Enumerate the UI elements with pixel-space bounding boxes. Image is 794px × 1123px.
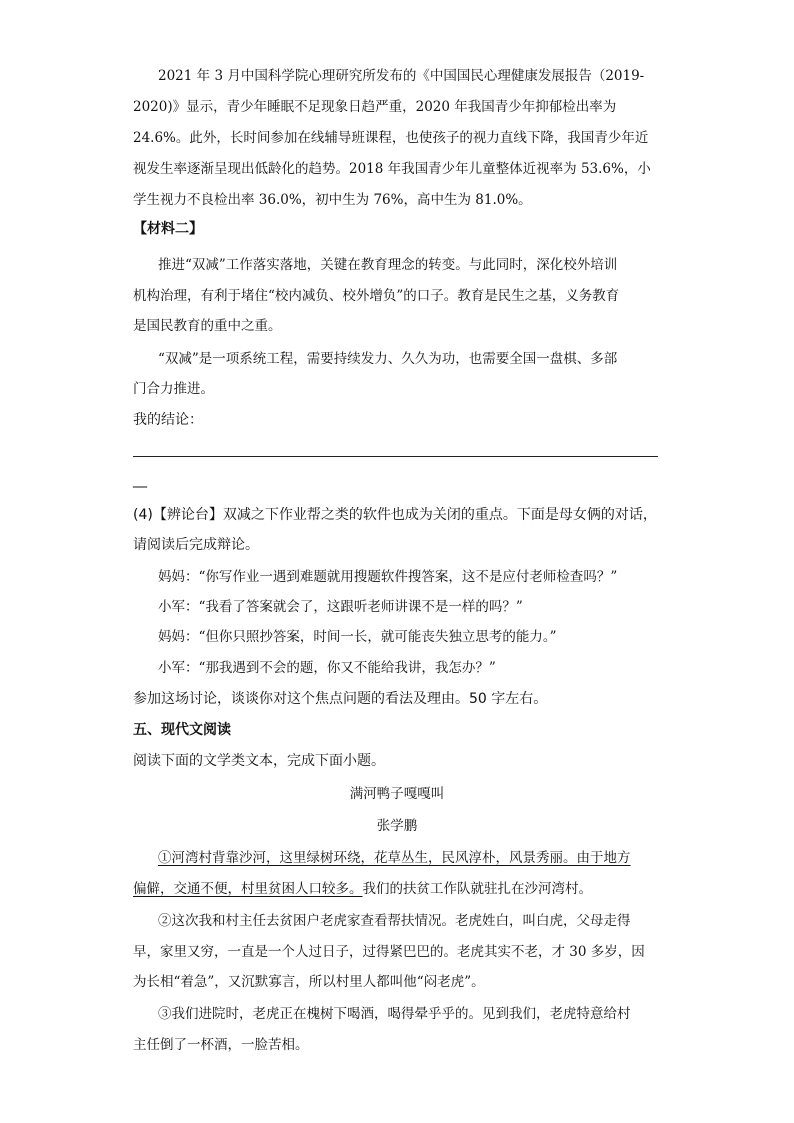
question-4-line-2: 请阅读后完成辩论。 xyxy=(133,537,259,553)
material2-p2-line-2: 门合力推进。 xyxy=(133,381,214,397)
article-title: 满河鸭子嘎嘎叫 xyxy=(349,786,445,802)
answer-line[interactable] xyxy=(133,456,658,457)
underlined-sentence-part-2: 偏僻，交通不便，村里贫困人口较多。 xyxy=(133,881,363,897)
question-4-line-1: (4)【辨论台】双减之下作业帮之类的软件也成为关闭的重点。下面是母女俩的对话， xyxy=(133,507,657,523)
article-p2-line-3: 为长相“着急”，又沉默寡言，所以村里人都叫他“闷老虎”。 xyxy=(133,974,485,990)
dialogue-xiaojun-2: 小军：“那我遇到不会的题，你又不能给我讲，我怎办？” xyxy=(158,660,496,676)
material2-p2-line-1: “双减”是一项系统工程，需要持续发力、久久为功，也需要全国一盘棋、多部 xyxy=(158,351,618,367)
material1-line-3: 24.6%。此外，长时间参加在线辅导班课程，也使孩子的视力直线下降，我国青少年近 xyxy=(133,130,649,146)
dialogue-xiaojun-1: 小军：“我看了答案就会了，这跟听老师讲课不是一样的吗？” xyxy=(158,599,523,615)
article-p3-line-2: 主任倒了一杯酒，一脸苦相。 xyxy=(133,1037,309,1053)
article-p1-line-1 xyxy=(158,848,631,868)
material1-line-4: 视发生率逐渐呈现出低龄化的趋势。2018 年我国青少年儿童整体近视率为 53.6%，小 xyxy=(133,161,651,177)
question-4-prompt: 参加这场讨论，谈谈你对这个焦点问题的看法及理由。50 字左右。 xyxy=(133,691,548,707)
material2-heading: 【材料二】 xyxy=(133,221,203,237)
article-p2-line-1: ②这次我和村主任去贫困户老虎家查看帮扶情况。老虎姓白，叫白虎，父母走得 xyxy=(158,913,631,929)
answer-line-tail: __ xyxy=(133,472,147,488)
material1-line-2: 2020)》显示，青少年睡眠不足现象日趋严重，2020 年我国青少年抑郁检出率为 xyxy=(133,99,617,115)
conclusion-label: 我的结论： xyxy=(133,412,203,428)
dialogue-mom-1: 妈妈：“你写作业一遇到难题就用搜题软件搜答案，这不是应付老师检查吗？” xyxy=(158,569,618,585)
article-p2-line-2: 早，家里又穷，一直是一个人过日子，过得紧巴巴的。老虎其实不老，才 30 多岁，因 xyxy=(133,944,645,960)
underlined-sentence-part-1: ①河湾村背靠沙河，这里绿树环绕，花草丛生，民风淳朴，风景秀丽。由于地方 xyxy=(158,850,631,866)
material1-line-5: 学生视力不良检出率 36.0%，初中生为 76%，高中生为 81.0%。 xyxy=(133,192,532,208)
section-5-instruction: 阅读下面的文学类文本，完成下面小题。 xyxy=(133,753,385,769)
material2-p1-line-3: 是国民教育的重中之重。 xyxy=(133,318,282,334)
material1-line-1: 2021 年 3 月中国科学院心理研究所发布的《中国国民心理健康发展报告（2019- xyxy=(158,68,645,84)
article-p3-line-1: ③我们进院时，老虎正在槐树下喝酒，喝得晕乎乎的。见到我们，老虎特意给村 xyxy=(158,1006,631,1022)
article-p1-line-2 xyxy=(133,879,592,899)
material2-p1-line-2: 机构治理，有利于堵住“校内减负、校外增负”的口子。教育是民生之基，义务教育 xyxy=(133,288,620,304)
article-author: 张学鹏 xyxy=(376,818,418,834)
article-p1-rest: 我们的扶贫工作队就驻扎在沙河湾村。 xyxy=(362,881,592,897)
material2-p1-line-1: 推进“双减”工作落实落地，关键在教育理念的转变。与此同时，深化校外培训 xyxy=(158,257,618,273)
section-5-heading: 五、现代文阅读 xyxy=(133,722,231,738)
dialogue-mom-2: 妈妈：“但你只照抄答案，时间一长，就可能丧失独立思考的能力。” xyxy=(158,629,557,645)
